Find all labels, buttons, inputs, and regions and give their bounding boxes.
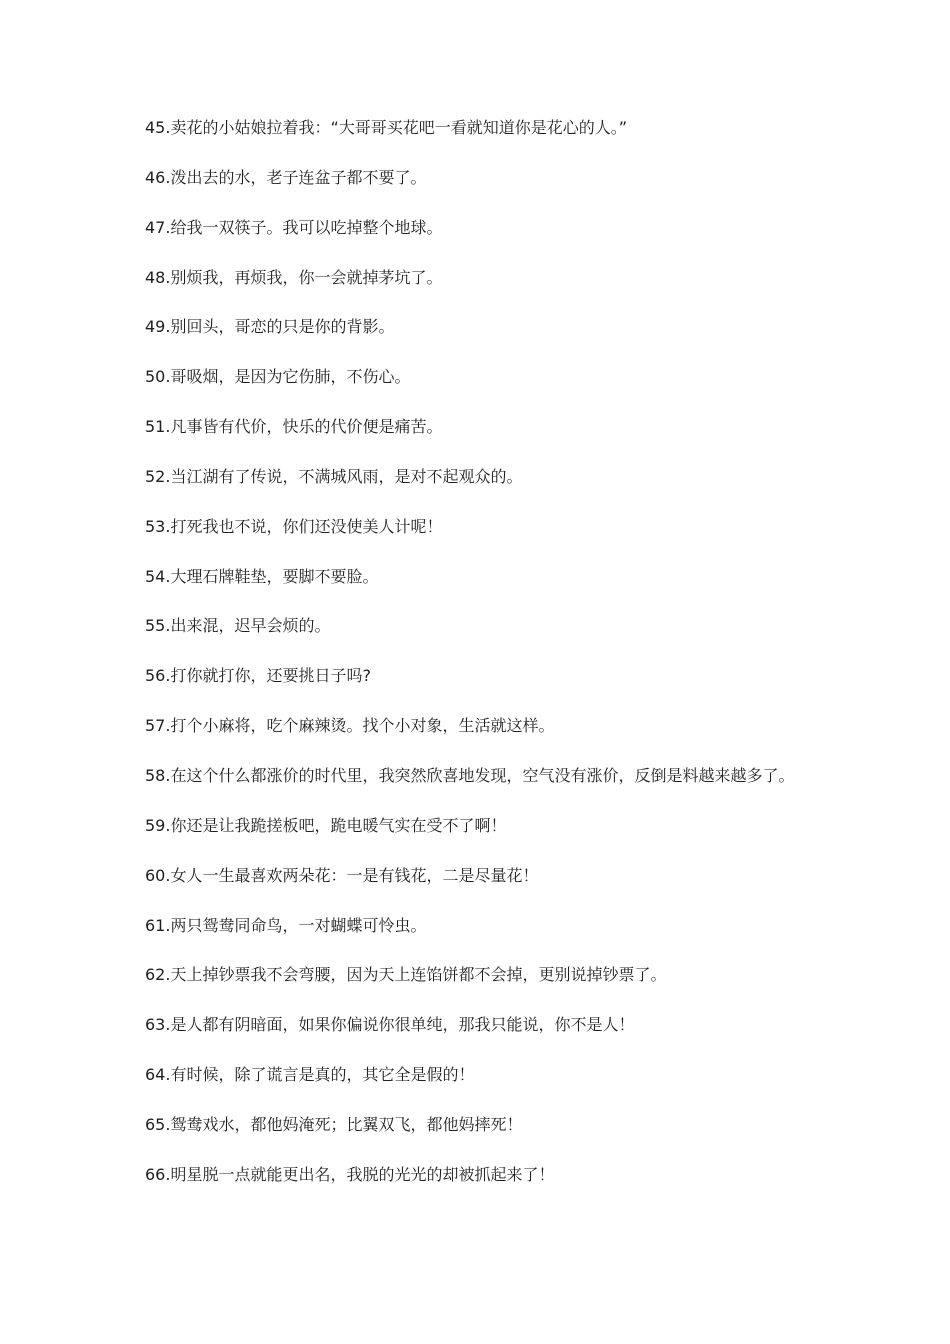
list-item: 52.当江湖有了传说，不满城风雨，是对不起观众的。	[145, 466, 523, 486]
list-item: 54.大理石牌鞋垫，要脚不要脸。	[145, 566, 379, 586]
list-item: 59.你还是让我跪搓板吧，跪电暖气实在受不了啊！	[145, 815, 507, 835]
list-item: 47.给我一双筷子。我可以吃掉整个地球。	[145, 217, 443, 237]
list-item: 55.出来混，迟早会烦的。	[145, 616, 331, 636]
list-item: 57.打个小麻将，吃个麻辣烫。找个小对象，生活就这样。	[145, 716, 555, 736]
list-item: 60.女人一生最喜欢两朵花：一是有钱花，二是尽量花！	[145, 865, 539, 885]
list-item: 50.哥吸烟，是因为它伤肺，不伤心。	[145, 367, 411, 387]
list-item: 66.明星脱一点就能更出名，我脱的光光的却被抓起来了！	[145, 1164, 555, 1184]
list-item: 56.打你就打你，还要挑日子吗?	[145, 666, 371, 686]
list-item: 65.鸳鸯戏水，都他妈淹死；比翼双飞，都他妈摔死！	[145, 1114, 523, 1134]
list-item: 62.天上掉钞票我不会弯腰，因为天上连馅饼都不会掉，更别说掉钞票了。	[145, 965, 667, 985]
list-item: 53.打死我也不说，你们还没使美人计呢！	[145, 516, 443, 536]
list-item: 48.别烦我，再烦我，你一会就掉茅坑了。	[145, 267, 443, 287]
list-item: 51.凡事皆有代价，快乐的代价便是痛苦。	[145, 417, 443, 437]
list-item: 64.有时候，除了谎言是真的，其它全是假的！	[145, 1065, 475, 1085]
list-item: 58.在这个什么都涨价的时代里，我突然欣喜地发现，空气没有涨价，反倒是料越来越多了。	[145, 765, 795, 785]
list-item: 63.是人都有阴暗面，如果你偏说你很单纯，那我只能说，你不是人！	[145, 1015, 635, 1035]
list-item: 46.泼出去的水，老子连盆子都不要了。	[145, 167, 427, 187]
joke-list	[145, 117, 935, 1214]
list-item: 61.两只鸳鸯同命鸟，一对蝴蝶可怜虫。	[145, 915, 427, 935]
list-item: 45.卖花的小姑娘拉着我：“大哥哥买花吧一看就知道你是花心的人。”	[145, 118, 628, 137]
list-item: 49.别回头，哥恋的只是你的背影。	[145, 317, 395, 337]
